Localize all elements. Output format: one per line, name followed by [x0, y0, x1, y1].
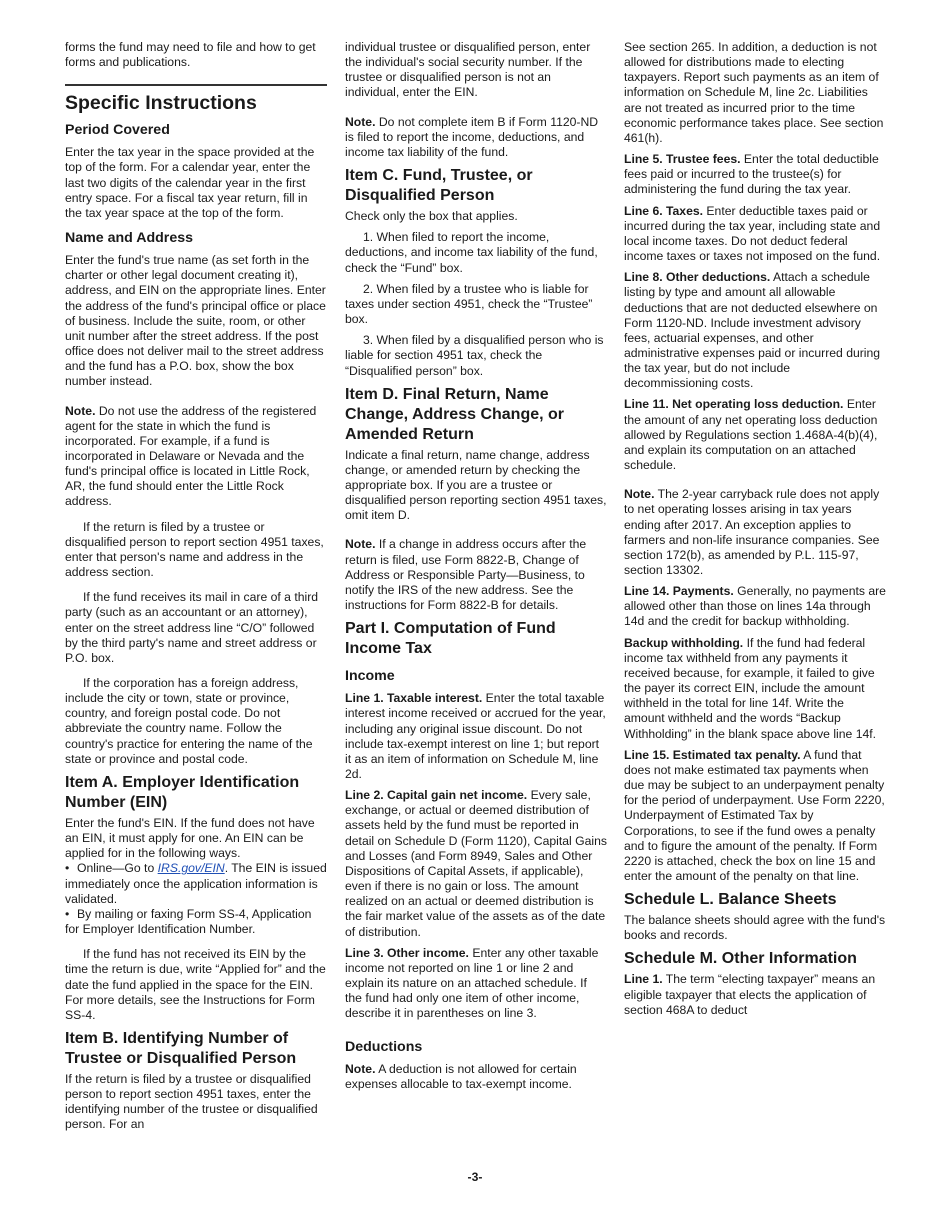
backup-withholding-paragraph	[624, 636, 886, 742]
backup-withholding-label: Backup withholding.	[624, 635, 744, 650]
bullet-mail-fax-text: By mailing or faxing Form SS-4, Application for Employer Identification Number.	[65, 906, 312, 937]
item-c-text: Check only the box that applies.	[345, 209, 518, 224]
line-14-text: Generally, no payments are allowed other than those on lines 14a through 14d and the credit for backup withholding.	[624, 584, 886, 629]
backup-withholding-text: If the fund had federal income tax withheld from any payments it received because, for example, it failed to give the payer its correct EIN, include the amount withheld in the total for line 14f. Write the amount withheld and the words “Backup Withholding” in the blank space above line 14f.	[624, 635, 877, 741]
care-of-text: If the fund receives its mail in care of a third party (such as an accountant or an attorney), enter on the street address line “C/O” followed by the third party's name and street address or P.O. box.	[65, 590, 319, 665]
note-item-b-text: Do not complete item B if Form 1120-ND is filed to report the income, deductions, and income tax liability of the fund.	[345, 114, 599, 159]
line-2-text: Every sale, exchange, or actual or deemed distribution of assets held by the fund must be reported in detail on Schedule D (Form 1120), Capital Gains and Losses (and Form 8949, Sales and Other Dispositions of Capital Assets, if applicable), even if there is no gain or loss. The amount realized on an actual or deemed distribution is the fair market value of the assets as of the date of distribution.	[345, 788, 607, 939]
item-c-option-1: 1. When filed to report the income, deductions, and income tax liability of the fund, check the “Fund” box.	[345, 230, 598, 275]
item-c-option-2: 2. When filed by a trustee who is liable for taxes under section 4951, check the “Trustee” box.	[345, 281, 593, 327]
item-c-option-3: 3. When filed by a disqualified person who is liable for section 4951 tax, check the “Disqualified person” box.	[345, 333, 604, 378]
note-item-b	[345, 115, 607, 160]
schedule-m-heading: Schedule M. Other Information	[624, 950, 857, 968]
note-label: Note.	[345, 537, 376, 552]
line-8-label: Line 8. Other deductions.	[624, 270, 771, 285]
deductions-heading: Deductions	[345, 1038, 423, 1055]
item-d-heading: Item D. Final Return, Name Change, Address Change, or Amended Return	[345, 385, 564, 443]
note-address-change-text: If a change in address occurs after the return is filed, use Form 8822-B, Change of Address or Responsible Party—Business, to notify the IRS of the new address. See the instructions for Form 8822-B for details.	[345, 537, 587, 613]
specific-instructions-heading: Specific Instructions	[65, 92, 257, 115]
note-label: Note.	[345, 114, 376, 129]
period-covered-heading: Period Covered	[65, 122, 170, 139]
line-2-label: Line 2. Capital gain net income.	[345, 788, 528, 803]
line-15-text: A fund that does not make estimated tax payments when due may be subject to an underpayment penalty for the period of underpayment. Use Form 2220, Underpayment of Estimated Tax by Corporations, to see if the fund owes a penalty and to figure the amount of the penalty. If Form 2220 is attached, check the box on line 15 and enter the amount of the penalty on that line.	[624, 747, 885, 883]
line-14-paragraph	[624, 584, 886, 629]
column-1	[65, 40, 327, 1139]
line-8-text: Attach a schedule listing by type and amount all allowable deductions that are not deducted elsewhere on Form 1120-ND. Include investment advisory fees, actuarial expenses, and other administrative expenses paid or incurred during the tax year, but do not include decommissioning costs.	[624, 270, 881, 391]
item-c-heading: Item C. Fund, Trustee, or Disqualified Person	[345, 167, 533, 205]
line-6-label: Line 6. Taxes.	[624, 203, 704, 218]
line-1-text: Enter the total taxable interest income received or accrued for the year, including any original issue discount. Do not include tax-exempt interest on line 1; but report it as an item of information on Schedule M, line 2d.	[345, 691, 606, 781]
line-5-paragraph	[624, 152, 886, 197]
name-address-heading: Name and Address	[65, 230, 193, 247]
income-heading: Income	[345, 668, 395, 685]
bullet-online-pre: Online—Go to	[77, 861, 155, 876]
item-a-text: Enter the fund's EIN. If the fund does not have an EIN, it must apply for one. An EIN can be applied for in the following ways.	[65, 815, 315, 861]
bullet-mail-fax	[65, 907, 327, 937]
schedule-m-line-1-paragraph	[624, 972, 886, 1017]
column-2	[345, 40, 607, 1098]
line-11-label: Line 11. Net operating loss deduction.	[624, 397, 844, 412]
schedule-m-line-1-text: The term “electing taxpayer” means an eligible taxpayer that elects the application of section 468A to deduct	[624, 972, 876, 1017]
part-1-heading: Part I. Computation of Fund Income Tax	[345, 620, 556, 658]
schedule-l-heading: Schedule L. Balance Sheets	[624, 891, 837, 909]
note-text: Do not use the address of the registered agent for the state in which the fund is incorporated. For example, if a fund is incorporated in Delaware or Nevada and the fund's principal office is located in Little Rock, AR, the fund should enter the Little Rock address.	[65, 403, 317, 509]
line-3-text: Enter any other taxable income not reported on line 1 or line 2 and explain its nature on an attached schedule. If the fund had only one item of other income, describe it in parentheses on line 3.	[345, 945, 599, 1021]
line-14-label: Line 14. Payments.	[624, 584, 734, 599]
bullet-icon: •	[65, 906, 70, 921]
schedule-l-text: The balance sheets should agree with the fund's books and records.	[624, 913, 886, 943]
deductions-continued: See section 265. In addition, a deduction is not allowed for distributions made to electing taxpayers. Report such payments as an item of information on Schedule M, line 2c. Liabilities are not treated as incurred prior to the time economic performance takes place. See section 461(h).	[624, 40, 884, 145]
line-3-paragraph	[345, 946, 607, 1022]
item-a-heading: Item A. Employer Identification Number (EIN)	[65, 773, 300, 811]
bullet-online	[65, 861, 327, 906]
line-6-paragraph	[624, 204, 886, 265]
note-paragraph	[65, 404, 327, 510]
line-15-label: Line 15. Estimated tax penalty.	[624, 747, 801, 762]
note-label: Note.	[345, 1061, 376, 1076]
irs-ein-link[interactable]: IRS.gov/EIN	[157, 861, 225, 876]
line-15-paragraph	[624, 748, 886, 884]
bullet-online-post: . The EIN is issued immediately once the application information is validated.	[65, 861, 327, 906]
trustee-address-text: If the return is filed by a trustee or disqualified person to report section 4951 taxes, enter that person's name and address in the address section.	[65, 519, 324, 580]
name-address-text: Enter the fund's true name (as set forth in the charter or other legal document creating it), address, and EIN on the appropriate lines. Enter the address of the fund's principal office or place of business. Include the suite, room, or other unit number after the street address. If the post office does not deliver mail to the street address and the fund has a P.O. box, show the box number instead.	[65, 253, 326, 389]
note-label: Note.	[624, 487, 655, 502]
line-1-paragraph	[345, 691, 607, 782]
line-11-text: Enter the amount of any net operating loss deduction allowed by Regulations section 1.468A-4(b)(4), and explain its computation on an attached schedule.	[624, 397, 878, 473]
line-11-paragraph	[624, 397, 886, 473]
foreign-address-text: If the corporation has a foreign address, include the city or town, state or province, country, and foreign postal code. Do not abbreviate the country name. Follow the country's practice for entering the name of the state or province and postal code.	[65, 676, 313, 766]
note-deductions-text: A deduction is not allowed for certain expenses allocable to tax-exempt income.	[345, 1061, 577, 1091]
bullet-icon: •	[65, 861, 70, 876]
line-6-text: Enter deductible taxes paid or incurred during the tax year, including state and local income taxes. Do not deduct federal income taxes or taxes not imposed on the fund.	[624, 203, 881, 264]
item-d-text: Indicate a final return, name change, address change, or amended return by checking the appropriate box. If you are a trustee or disqualified person reporting section 4951 taxes, omit item D.	[345, 447, 607, 523]
column-3	[624, 40, 886, 1024]
note-address-change	[345, 537, 607, 613]
page-number: -3-	[467, 1170, 483, 1184]
item-b-continued: individual trustee or disqualified person, enter the individual's social security number. If the trustee or disqualified person is not an individual, enter the EIN.	[345, 40, 591, 100]
note-nol-text: The 2-year carryback rule does not apply to net operating losses arising in tax years ending after 2017. An exception applies to farmers and non-life insurance companies. See section 172(b), as amended by P.L. 115-97, section 13302.	[624, 487, 880, 577]
period-covered-text: Enter the tax year in the space provided at the top of the form. For a calendar year, enter the last two digits of the calendar year in the first entry space. For a fiscal tax year return, fill in the tax year space at the top of the form.	[65, 145, 315, 220]
line-3-label: Line 3. Other income.	[345, 945, 469, 960]
note-nol	[624, 487, 886, 578]
line-5-label: Line 5. Trustee fees.	[624, 152, 741, 167]
note-label: Note.	[65, 403, 96, 418]
schedule-m-line-1-label: Line 1.	[624, 972, 663, 987]
line-2-paragraph	[345, 788, 607, 940]
section-rule	[65, 84, 327, 86]
line-8-paragraph	[624, 270, 886, 391]
ein-pending-text: If the fund has not received its EIN by the time the return is due, write “Applied for” and the date the fund applied in the space for the EIN. For more details, see the Instructions for Form SS-4.	[65, 947, 326, 1022]
line-1-label: Line 1. Taxable interest.	[345, 691, 483, 706]
intro-text: forms the fund may need to file and how to get forms and publications.	[65, 40, 316, 70]
item-b-heading: Item B. Identifying Number of Trustee or Disqualified Person	[65, 1029, 297, 1067]
note-deductions	[345, 1062, 607, 1092]
line-5-text: Enter the total deductible fees paid or incurred to the trustee(s) for administering the fund during the tax year.	[624, 152, 879, 197]
item-b-text: If the return is filed by a trustee or disqualified person to report section 4951 taxes, enter the identifying number of the trustee or disqualified person. For an	[65, 1071, 318, 1132]
